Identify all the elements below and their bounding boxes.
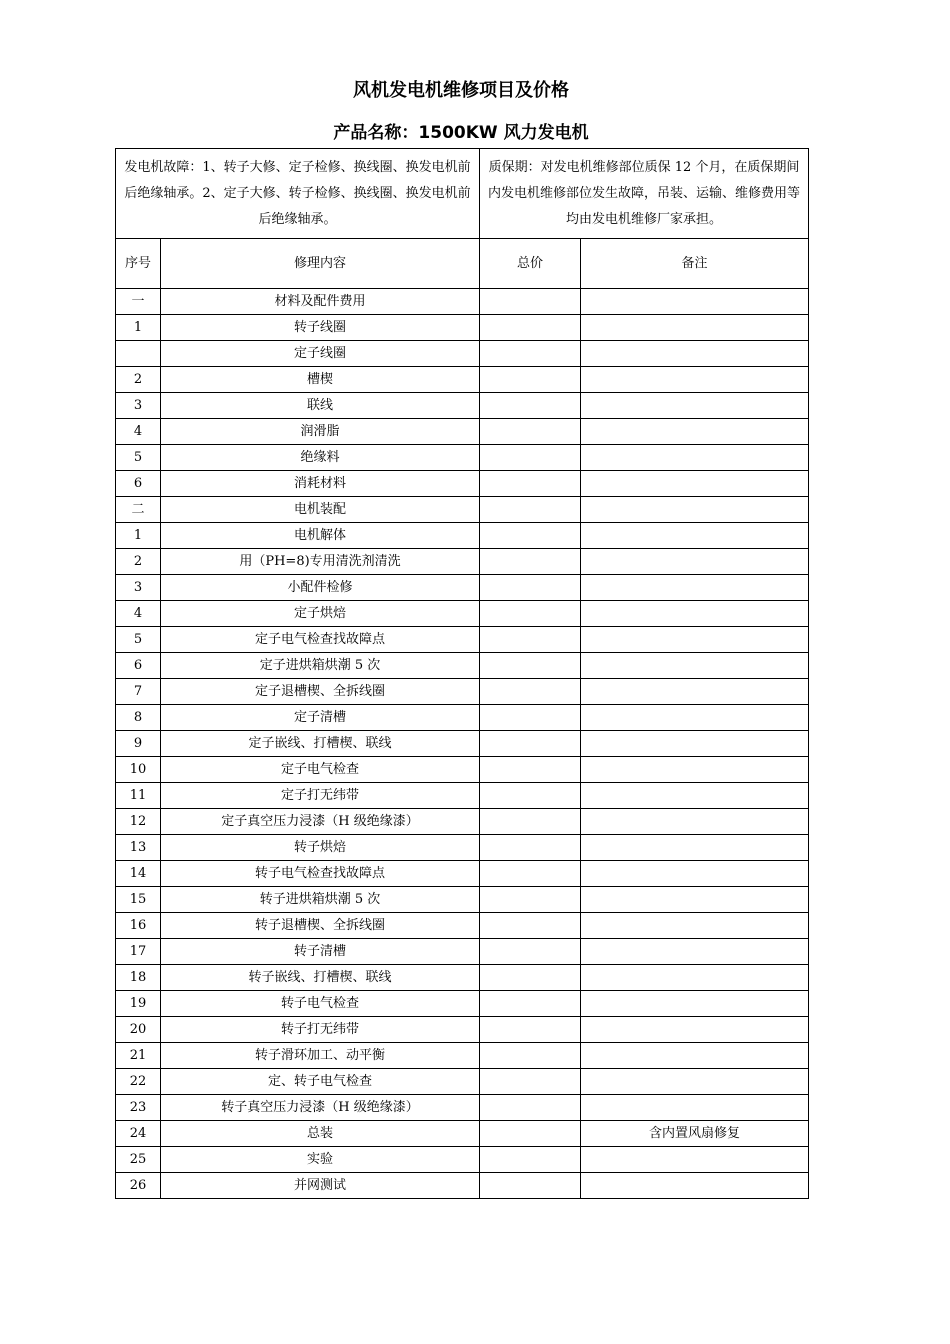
cell-content: 转子真空压力浸漆（H 级绝缘漆） bbox=[161, 1095, 480, 1121]
cell-content: 电机装配 bbox=[161, 497, 480, 523]
cell-note bbox=[581, 341, 809, 367]
cell-content: 定、转子电气检查 bbox=[161, 1069, 480, 1095]
cell-note bbox=[581, 1017, 809, 1043]
cell-content: 转子电气检查 bbox=[161, 991, 480, 1017]
cell-total bbox=[480, 367, 581, 393]
cell-note bbox=[581, 653, 809, 679]
cell-seq: 13 bbox=[116, 835, 161, 861]
cell-seq: 9 bbox=[116, 731, 161, 757]
cell-content: 转子进烘箱烘潮 5 次 bbox=[161, 887, 480, 913]
table-row bbox=[116, 887, 809, 913]
table-row bbox=[116, 653, 809, 679]
cell-note bbox=[581, 549, 809, 575]
table-row bbox=[116, 549, 809, 575]
cell-content: 转子退槽楔、全拆线圈 bbox=[161, 913, 480, 939]
cell-note bbox=[581, 1069, 809, 1095]
cell-seq: 16 bbox=[116, 913, 161, 939]
cell-seq: 14 bbox=[116, 861, 161, 887]
cell-total bbox=[480, 913, 581, 939]
cell-content: 转子线圈 bbox=[161, 315, 480, 341]
table-row bbox=[116, 1173, 809, 1199]
cell-note bbox=[581, 627, 809, 653]
repair-price-table bbox=[115, 148, 809, 1199]
cell-note bbox=[581, 705, 809, 731]
cell-seq: 6 bbox=[116, 471, 161, 497]
table-header bbox=[116, 239, 809, 289]
cell-note bbox=[581, 1173, 809, 1199]
table-row bbox=[116, 731, 809, 757]
header-seq: 序号 bbox=[116, 239, 161, 289]
cell-note: 含内置风扇修复 bbox=[581, 1121, 809, 1147]
cell-seq: 2 bbox=[116, 367, 161, 393]
cell-note bbox=[581, 887, 809, 913]
table-row bbox=[116, 1095, 809, 1121]
cell-total bbox=[480, 1095, 581, 1121]
cell-note bbox=[581, 471, 809, 497]
cell-note bbox=[581, 783, 809, 809]
cell-content: 转子嵌线、打槽楔、联线 bbox=[161, 965, 480, 991]
table-row bbox=[116, 913, 809, 939]
cell-seq: 二 bbox=[116, 497, 161, 523]
table-row bbox=[116, 1043, 809, 1069]
table-row bbox=[116, 419, 809, 445]
document-title: 风机发电机维修项目及价格 bbox=[353, 80, 569, 101]
cell-content: 消耗材料 bbox=[161, 471, 480, 497]
cell-content: 润滑脂 bbox=[161, 419, 480, 445]
cell-total bbox=[480, 679, 581, 705]
cell-total bbox=[480, 497, 581, 523]
cell-seq: 10 bbox=[116, 757, 161, 783]
cell-total bbox=[480, 341, 581, 367]
cell-content: 定子打无纬带 bbox=[161, 783, 480, 809]
table-row bbox=[116, 627, 809, 653]
table-row bbox=[116, 341, 809, 367]
product-name: 产品名称：1500KW 风力发电机 bbox=[333, 123, 589, 143]
cell-total bbox=[480, 939, 581, 965]
header-total: 总价 bbox=[480, 239, 581, 289]
cell-content: 绝缘料 bbox=[161, 445, 480, 471]
cell-total bbox=[480, 575, 581, 601]
fault-description: 发电机故障：1、转子大修、定子检修、换线圈、换发电机前后绝缘轴承。2、定子大修、转子检修、换线圈、换发电机前后绝缘轴承。 bbox=[116, 149, 480, 239]
table-row bbox=[116, 1069, 809, 1095]
cell-note bbox=[581, 731, 809, 757]
cell-content: 定子真空压力浸漆（H 级绝缘漆） bbox=[161, 809, 480, 835]
cell-total bbox=[480, 393, 581, 419]
cell-seq: 21 bbox=[116, 1043, 161, 1069]
cell-total bbox=[480, 965, 581, 991]
table-row bbox=[116, 1147, 809, 1173]
cell-content: 定子电气检查找故障点 bbox=[161, 627, 480, 653]
cell-content: 材料及配件费用 bbox=[161, 289, 480, 315]
cell-note bbox=[581, 757, 809, 783]
cell-content: 定子清槽 bbox=[161, 705, 480, 731]
cell-seq: 20 bbox=[116, 1017, 161, 1043]
cell-seq: 3 bbox=[116, 393, 161, 419]
cell-content: 总装 bbox=[161, 1121, 480, 1147]
cell-content: 槽楔 bbox=[161, 367, 480, 393]
table-row bbox=[116, 315, 809, 341]
cell-total bbox=[480, 835, 581, 861]
header-note: 备注 bbox=[581, 239, 809, 289]
cell-note bbox=[581, 679, 809, 705]
cell-total bbox=[480, 549, 581, 575]
cell-total bbox=[480, 419, 581, 445]
table-row bbox=[116, 289, 809, 315]
cell-total bbox=[480, 1017, 581, 1043]
cell-total bbox=[480, 471, 581, 497]
cell-total bbox=[480, 887, 581, 913]
cell-content: 定子烘焙 bbox=[161, 601, 480, 627]
cell-total bbox=[480, 601, 581, 627]
cell-seq: 24 bbox=[116, 1121, 161, 1147]
table-row bbox=[116, 523, 809, 549]
cell-note bbox=[581, 523, 809, 549]
table-row bbox=[116, 991, 809, 1017]
table-row bbox=[116, 601, 809, 627]
cell-total bbox=[480, 1043, 581, 1069]
cell-content: 转子清槽 bbox=[161, 939, 480, 965]
table-row bbox=[116, 861, 809, 887]
cell-note bbox=[581, 991, 809, 1017]
header-content: 修理内容 bbox=[161, 239, 480, 289]
cell-total bbox=[480, 1173, 581, 1199]
cell-note bbox=[581, 861, 809, 887]
cell-note bbox=[581, 367, 809, 393]
cell-note bbox=[581, 575, 809, 601]
table-row bbox=[116, 705, 809, 731]
cell-seq: 11 bbox=[116, 783, 161, 809]
cell-note bbox=[581, 601, 809, 627]
cell-seq: 2 bbox=[116, 549, 161, 575]
cell-seq: 23 bbox=[116, 1095, 161, 1121]
table-row bbox=[116, 367, 809, 393]
cell-note bbox=[581, 1043, 809, 1069]
cell-note bbox=[581, 835, 809, 861]
cell-note bbox=[581, 939, 809, 965]
cell-total bbox=[480, 783, 581, 809]
cell-seq bbox=[116, 341, 161, 367]
cell-content: 定子退槽楔、全拆线圈 bbox=[161, 679, 480, 705]
cell-seq: 5 bbox=[116, 627, 161, 653]
cell-total bbox=[480, 653, 581, 679]
info-row bbox=[116, 149, 809, 239]
table-row bbox=[116, 471, 809, 497]
cell-note bbox=[581, 913, 809, 939]
table-row bbox=[116, 445, 809, 471]
cell-seq: 4 bbox=[116, 601, 161, 627]
cell-seq: 12 bbox=[116, 809, 161, 835]
cell-seq: 6 bbox=[116, 653, 161, 679]
table-row bbox=[116, 393, 809, 419]
cell-seq: 15 bbox=[116, 887, 161, 913]
cell-total bbox=[480, 523, 581, 549]
cell-total bbox=[480, 991, 581, 1017]
cell-seq: 26 bbox=[116, 1173, 161, 1199]
cell-total bbox=[480, 1069, 581, 1095]
table-row bbox=[116, 757, 809, 783]
cell-content: 转子烘焙 bbox=[161, 835, 480, 861]
cell-content: 定子电气检查 bbox=[161, 757, 480, 783]
cell-total bbox=[480, 289, 581, 315]
cell-seq: 5 bbox=[116, 445, 161, 471]
cell-content: 转子打无纬带 bbox=[161, 1017, 480, 1043]
cell-seq: 17 bbox=[116, 939, 161, 965]
cell-content: 联线 bbox=[161, 393, 480, 419]
cell-note bbox=[581, 419, 809, 445]
cell-note bbox=[581, 393, 809, 419]
table-row bbox=[116, 1017, 809, 1043]
cell-note bbox=[581, 315, 809, 341]
cell-note bbox=[581, 1147, 809, 1173]
table-row bbox=[116, 1121, 809, 1147]
cell-seq: 4 bbox=[116, 419, 161, 445]
cell-seq: 1 bbox=[116, 523, 161, 549]
cell-content: 电机解体 bbox=[161, 523, 480, 549]
cell-total bbox=[480, 627, 581, 653]
cell-note bbox=[581, 445, 809, 471]
cell-seq: 22 bbox=[116, 1069, 161, 1095]
cell-total bbox=[480, 861, 581, 887]
cell-note bbox=[581, 497, 809, 523]
cell-seq: 3 bbox=[116, 575, 161, 601]
table-row bbox=[116, 783, 809, 809]
cell-seq: 8 bbox=[116, 705, 161, 731]
cell-content: 实验 bbox=[161, 1147, 480, 1173]
cell-seq: 一 bbox=[116, 289, 161, 315]
cell-content: 定子嵌线、打槽楔、联线 bbox=[161, 731, 480, 757]
cell-content: 转子电气检查找故障点 bbox=[161, 861, 480, 887]
cell-note bbox=[581, 809, 809, 835]
cell-content: 用（PH=8)专用清洗剂清洗 bbox=[161, 549, 480, 575]
cell-content: 转子滑环加工、动平衡 bbox=[161, 1043, 480, 1069]
cell-total bbox=[480, 757, 581, 783]
cell-seq: 25 bbox=[116, 1147, 161, 1173]
cell-note bbox=[581, 1095, 809, 1121]
cell-total bbox=[480, 1147, 581, 1173]
cell-total bbox=[480, 1121, 581, 1147]
cell-total bbox=[480, 315, 581, 341]
warranty-description: 质保期：对发电机维修部位质保 12 个月，在质保期间内发电机维修部位发生故障，吊装、运输、维修费用等均由发电机维修厂家承担。 bbox=[480, 149, 809, 239]
cell-note bbox=[581, 289, 809, 315]
cell-seq: 7 bbox=[116, 679, 161, 705]
cell-content: 小配件检修 bbox=[161, 575, 480, 601]
cell-total bbox=[480, 731, 581, 757]
cell-total bbox=[480, 809, 581, 835]
cell-seq: 1 bbox=[116, 315, 161, 341]
cell-content: 并网测试 bbox=[161, 1173, 480, 1199]
table-row bbox=[116, 965, 809, 991]
cell-seq: 18 bbox=[116, 965, 161, 991]
cell-note bbox=[581, 965, 809, 991]
table-row bbox=[116, 835, 809, 861]
cell-total bbox=[480, 445, 581, 471]
table-row bbox=[116, 809, 809, 835]
cell-total bbox=[480, 705, 581, 731]
table-row bbox=[116, 939, 809, 965]
cell-seq: 19 bbox=[116, 991, 161, 1017]
cell-content: 定子进烘箱烘潮 5 次 bbox=[161, 653, 480, 679]
table-row bbox=[116, 679, 809, 705]
cell-content: 定子线圈 bbox=[161, 341, 480, 367]
table-row bbox=[116, 575, 809, 601]
table-row bbox=[116, 497, 809, 523]
